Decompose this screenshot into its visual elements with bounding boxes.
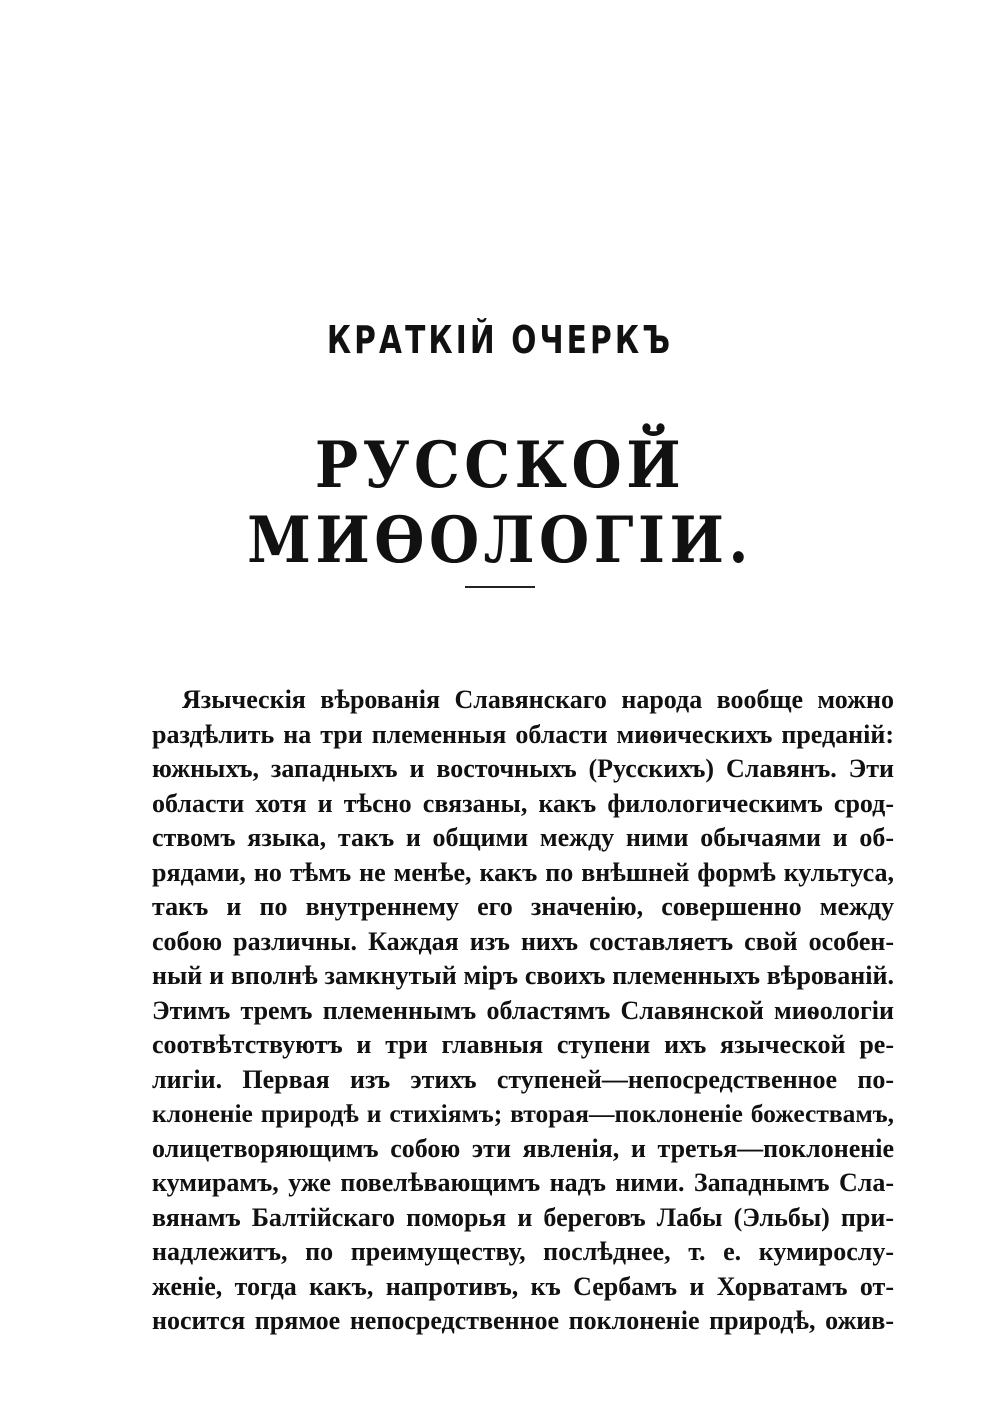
text-line: такъ и по внутреннему его значенію, совершенно между [152, 892, 894, 921]
chapter-subtitle: КРАТКІЙ ОЧЕРКЪ [326, 318, 674, 362]
text-line: кумирамъ, уже повелѣвающимъ надъ ними. Западнымъ Сла- [152, 1168, 894, 1197]
text-line: ствомъ языка, такъ и общими между ними обычаями и об- [152, 823, 894, 852]
body-paragraph [152, 683, 894, 1339]
text-line: олицетворяющимъ собою эти явленія, и третья—поклоненіе [152, 1133, 894, 1163]
chapter-title: РУССКОЙ МИѲОЛОГІИ. [247, 428, 753, 578]
text-line: Этимъ тремъ племеннымъ областямъ Славянской миѳологіи [152, 995, 894, 1025]
text-line: собою различны. Каждая изъ нихъ составляетъ свой особен- [152, 926, 894, 956]
text-line: лигіи. Первая изъ этихъ ступеней—непосредственное по- [152, 1064, 894, 1094]
text-line: клоненіе природѣ и стихіямъ; вторая—поклоненіе божествамъ, [152, 1099, 894, 1128]
text-line: вянамъ Балтійскаго поморья и береговъ Лабы (Эльбы) при- [152, 1202, 894, 1232]
title-divider [465, 586, 535, 588]
text-line: надлежитъ, по преимуществу, послѣднее, т. е. кумирослу- [152, 1237, 894, 1266]
text-line: южныхъ, западныхъ и восточныхъ (Русскихъ) Славянъ. Эти [152, 754, 894, 783]
text-line: женіе, тогда какъ, напротивъ, къ Сербамъ и Хорватамъ от- [152, 1271, 894, 1301]
text-line: области хотя и тѣсно связаны, какъ филологическимъ срод- [152, 788, 894, 818]
text-line: ный и вполнѣ замкнутый міръ своихъ племенныхъ вѣрованій. [152, 961, 894, 990]
text-line: Языческія вѣрованія Славянскаго народа вообще можно [182, 685, 894, 714]
text-line: соотвѣтствуютъ и три главныя ступени ихъ языческой ре- [152, 1030, 894, 1059]
text-line: рядами, но тѣмъ не менѣе, какъ по внѣшней формѣ культуса, [152, 857, 894, 887]
text-line: носится прямое непосредственное поклоненіе природѣ, ожив- [152, 1306, 894, 1335]
text-line: раздѣлить на три племенныя области миѳическихъ преданій: [152, 719, 894, 749]
